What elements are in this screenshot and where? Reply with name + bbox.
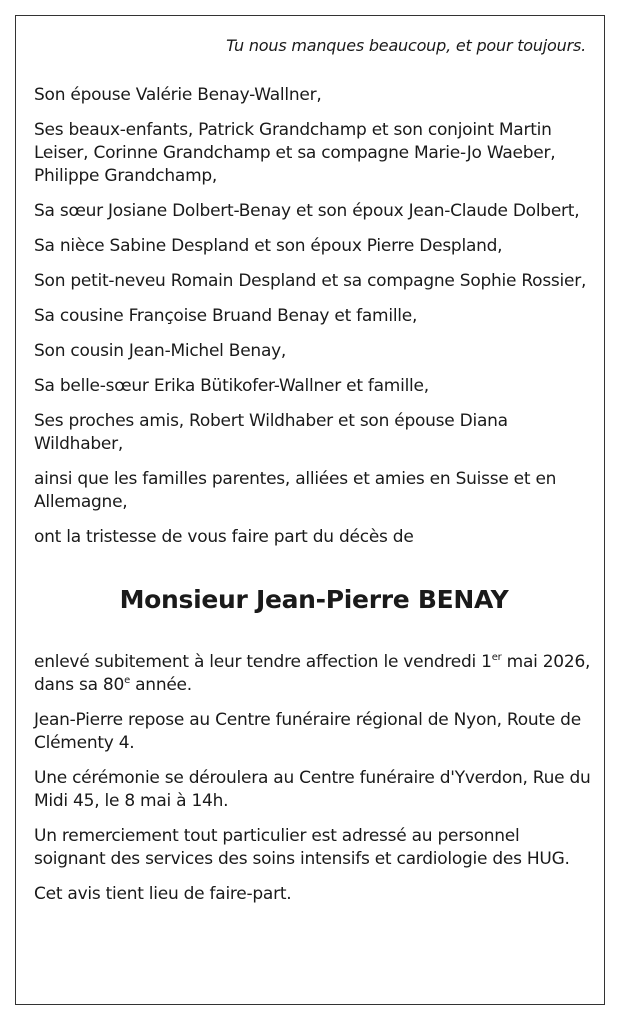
family-line-grandnephew: Son petit-neveu Romain Despland et sa compagne Sophie Rossier,	[34, 271, 587, 291]
deceased-name: Monsieur Jean-Pierre BENAY	[119, 585, 509, 614]
family-line-cousin-m: Son cousin Jean-Michel Benay,	[34, 341, 287, 361]
death-text-a: enlevé subitement à leur tendre affection le vendredi	[34, 652, 476, 672]
family-line-niece: Sa nièce Sabine Despland et son époux Pierre Despland,	[34, 236, 503, 256]
closing-paragraph: Cet avis tient lieu de faire-part.	[34, 884, 292, 904]
family-line-spouse: Son épouse Valérie Benay-Wallner,	[34, 85, 322, 105]
obituary-body	[34, 84, 594, 918]
obituary-frame	[15, 15, 605, 1005]
family-line-sister-in-law: Sa belle-sœur Erika Bütikofer-Wallner et famille,	[34, 376, 429, 396]
family-line-friends: Ses proches amis, Robert Wildhaber et son épouse Diana Wildhaber,	[34, 411, 508, 454]
death-day-suffix: er	[491, 652, 502, 663]
age-suffix: e	[124, 675, 130, 686]
repose-paragraph: Jean-Pierre repose au Centre funéraire régional de Nyon, Route de Clémenty 4.	[34, 710, 581, 753]
announcement-line: ont la tristesse de vous faire part du décès de	[34, 527, 414, 547]
family-line-sister: Sa sœur Josiane Dolbert-Benay et son époux Jean-Claude Dolbert,	[34, 201, 580, 221]
family-line-stepchildren: Ses beaux-enfants, Patrick Grandchamp et son conjoint Martin Leiser, Corinne Grandchamp et sa compagne Marie-Jo Waeber, Philippe Grandchamp,	[34, 120, 556, 186]
epigraph: Tu nous manques beaucoup, et pour toujours.	[226, 36, 586, 55]
family-line-relatives: ainsi que les familles parentes, alliées et amies en Suisse et en Allemagne,	[34, 469, 557, 512]
death-text-end: année.	[129, 675, 192, 695]
thanks-paragraph: Un remerciement tout particulier est adressé au personnel soignant des services des soins intensifs et cardiologie des HUG.	[34, 826, 570, 869]
death-paragraph	[34, 651, 594, 697]
death-text-mid: mai 2026, dans sa 80	[34, 652, 591, 695]
death-day: 1	[481, 652, 492, 672]
family-line-cousin-f: Sa cousine Françoise Bruand Benay et famille,	[34, 306, 418, 326]
ceremony-paragraph: Une cérémonie se déroulera au Centre funéraire d'Yverdon, Rue du Midi 45, le 8 mai à 14h.	[34, 768, 591, 811]
